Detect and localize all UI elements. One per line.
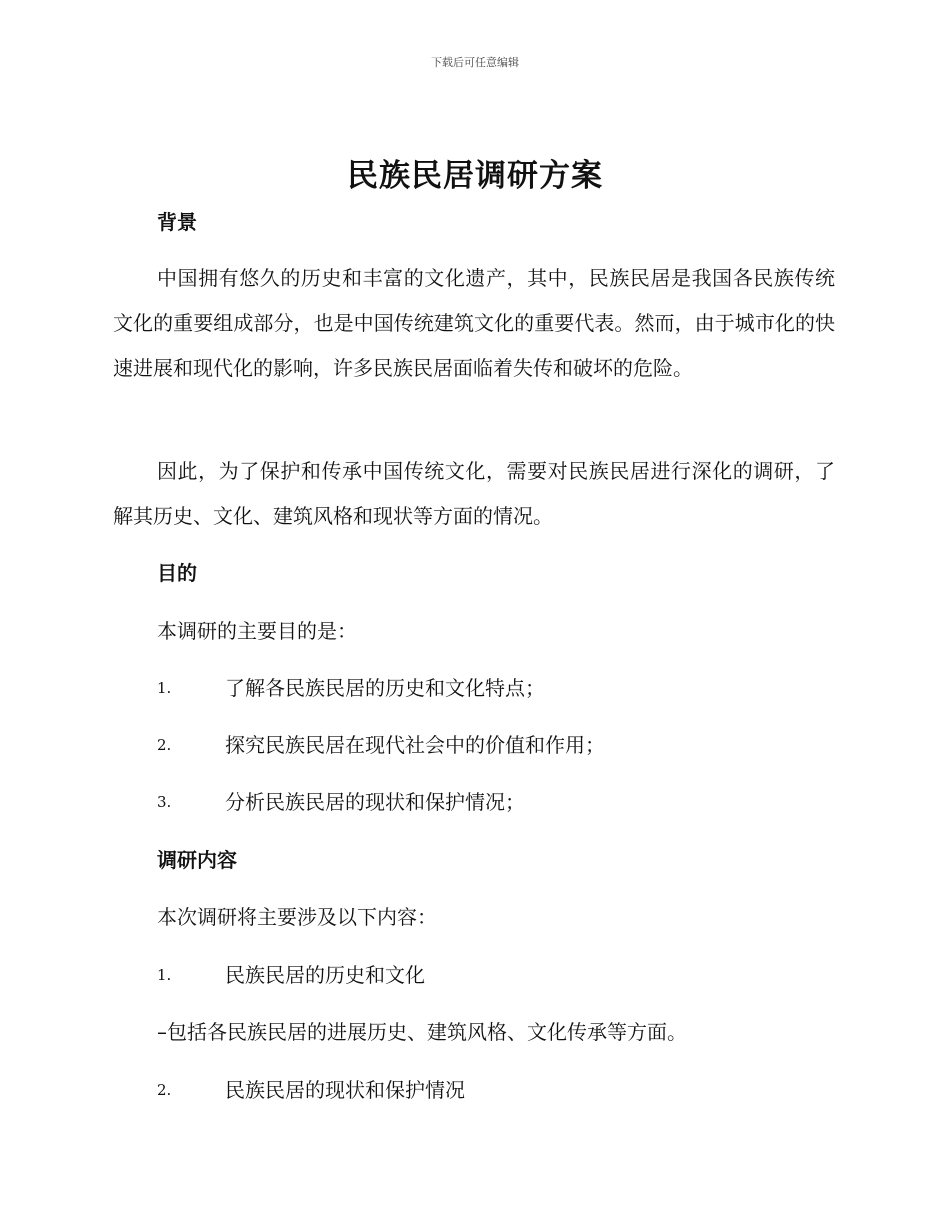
content-sub-description: –包括各民族民居的进展历史、建筑风格、文化传承等方面。 xyxy=(157,1020,687,1044)
list-number: 1. xyxy=(157,966,172,984)
list-number: 1. xyxy=(157,679,172,697)
section-heading-purpose: 目的 xyxy=(157,561,197,585)
list-number: 3. xyxy=(157,793,172,811)
list-text: 民族民居的现状和保护情况 xyxy=(225,1078,465,1102)
purpose-list-item xyxy=(157,673,837,703)
background-paragraph-2: 因此，为了保护和传承中国传统文化，需要对民族民居进行深化的调研，了解其历史、文化、建筑风格和现状等方面的情况。 xyxy=(113,459,835,528)
purpose-list-item xyxy=(157,730,837,760)
purpose-list-item xyxy=(157,787,837,817)
list-text: 民族民居的历史和文化 xyxy=(225,963,425,987)
list-text: 探究民族民居在现代社会中的价值和作用； xyxy=(225,733,605,757)
list-text: 了解各民族民居的历史和文化特点； xyxy=(225,676,545,700)
list-number: 2. xyxy=(157,1081,172,1099)
background-paragraph-1: 中国拥有悠久的历史和丰富的文化遗产，其中，民族民居是我国各民族传统文化的重要组成部分，也是中国传统建筑文化的重要代表。然而，由于城市化的快速进展和现代化的影响，许多民族民居面临着失传和破坏的危险。 xyxy=(113,266,835,380)
content-intro: 本次调研将主要涉及以下内容： xyxy=(157,905,437,929)
document-title: 民族民居调研方案 xyxy=(347,158,603,194)
section-heading-background: 背景 xyxy=(157,210,197,234)
purpose-intro: 本调研的主要目的是： xyxy=(157,619,357,643)
header-note: 下载后可任意编辑 xyxy=(431,56,519,69)
content-list-item xyxy=(157,960,837,990)
section-heading-content: 调研内容 xyxy=(157,848,237,872)
content-list-item xyxy=(157,1075,837,1105)
list-text: 分析民族民居的现状和保护情况； xyxy=(225,790,525,814)
list-number: 2. xyxy=(157,736,172,754)
